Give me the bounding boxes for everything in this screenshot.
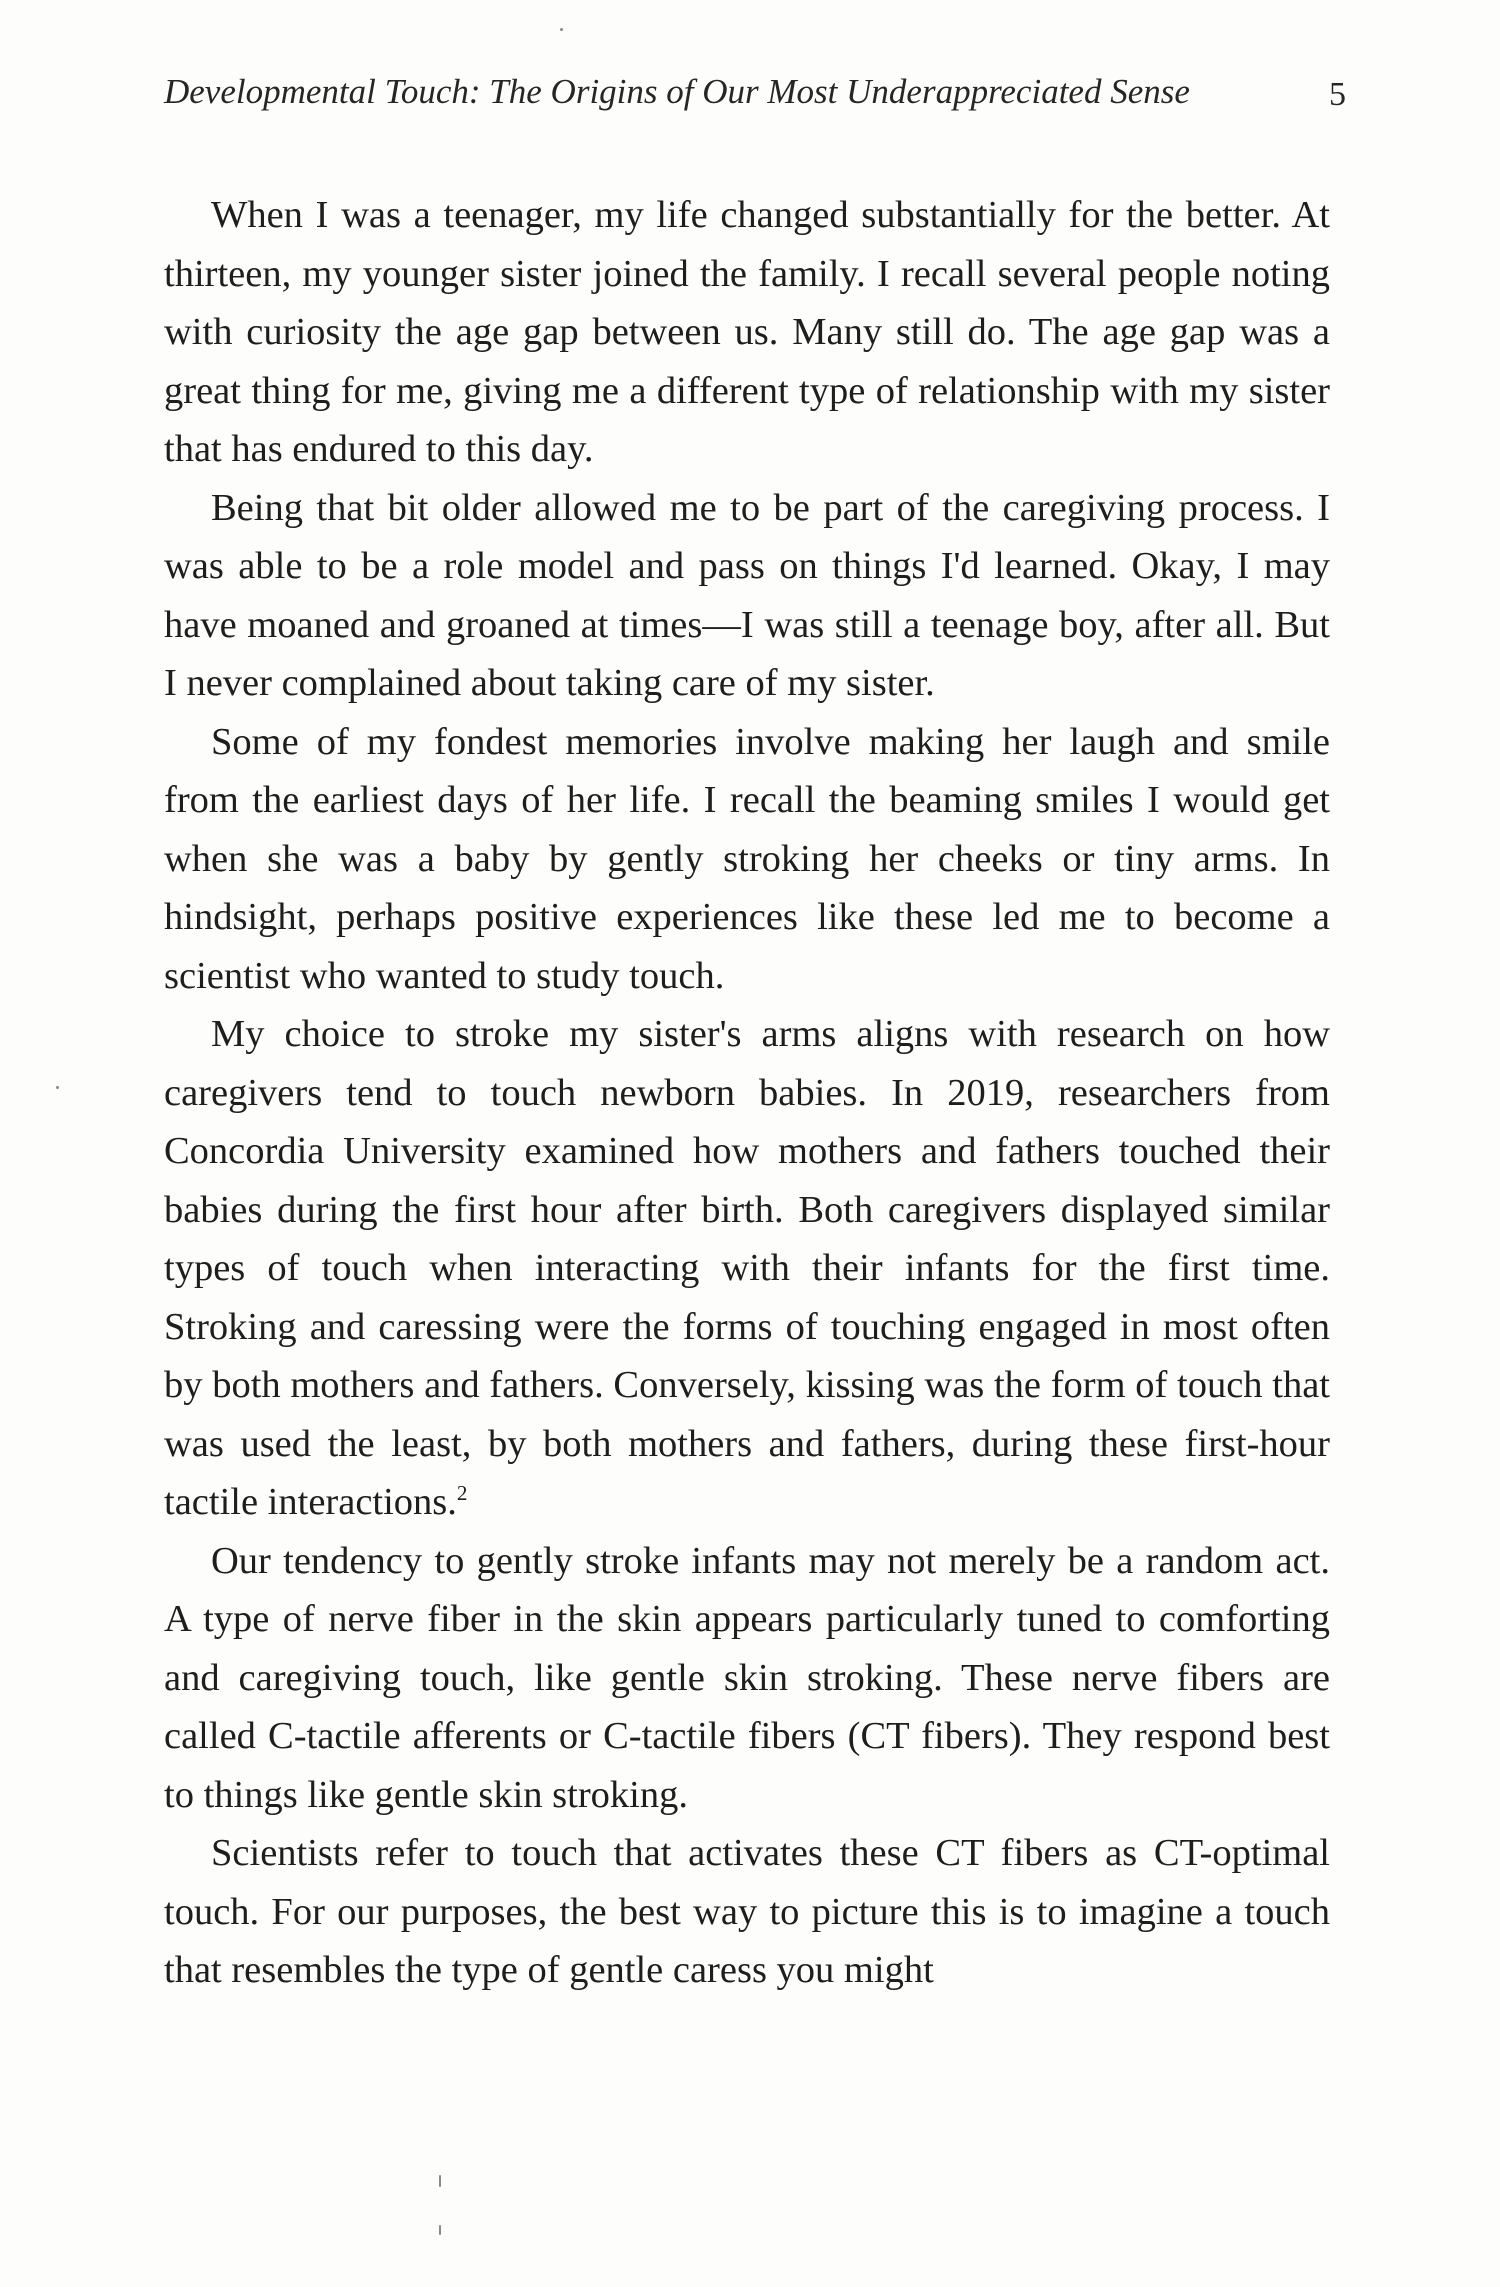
scan-speck xyxy=(439,2175,441,2187)
paragraph: Some of my fondest memories involve making her laugh and smile from the earliest days of her life. I recall the beaming smiles I would get when she was a baby by gently stroking her cheeks or tiny arms. In hindsight, perhaps positive experiences like these led me to become a scientist who wanted to study touch. xyxy=(164,720,1330,997)
scan-speck xyxy=(56,1086,59,1089)
paragraph: Scientists refer to touch that activates these CT fibers as CT-optimal touch. For our purposes, the best way to picture this is to imagine a touch that resembles the type of gentle caress you might xyxy=(164,1832,1330,1991)
paragraph: When I was a teenager, my life changed substantially for the better. At thirteen, my younger sister joined the family. I recall several people noting with curiosity the age gap between us. Many still do. The age gap was a great thing for me, giving me a different type of relationship with my sister that has endured to this day. xyxy=(164,194,1330,470)
paragraph: Being that bit older allowed me to be part of the caregiving process. I was able to be a role model and pass on things I'd learned. Okay, I may have moaned and groaned at times—I was still a teenage boy, after all. But I never complained about taking care of my sister. xyxy=(164,486,1330,704)
scan-speck xyxy=(560,28,563,31)
paragraph-text: My choice to stroke my sister's arms aligns with research on how caregivers tend to touch newborn babies. In 2019, researchers from Concordia University examined how mothers and fathers touched their babies during the first hour after birth. Both caregivers displayed similar types of touch when interacting with their infants for the first time. Stroking and caressing were the forms of touching engaged in most often by both mothers and fathers. Conversely, kissing was the form of touch that was used the least, by both mothers and fathers, during these first-hour tactile interactions. xyxy=(164,1013,1330,1523)
running-title: Developmental Touch: The Origins of Our Most Underappreciated Sense xyxy=(164,72,1190,111)
paragraph-with-footnote xyxy=(164,1005,1330,1532)
page-number: 5 xyxy=(1329,76,1346,113)
footnote-reference[interactable]: 2 xyxy=(456,1481,468,1506)
scan-speck xyxy=(439,2225,441,2235)
running-head xyxy=(164,72,1346,122)
body-text xyxy=(164,186,1330,2000)
paragraph: Our tendency to gently stroke infants may not merely be a random act. A type of nerve fiber in the skin appears particularly tuned to comforting and caregiving touch, like gentle skin stroking. These nerve fibers are called C-tactile afferents or C-tactile fibers (CT fibers). They respond best to things like gentle skin stroking. xyxy=(164,1539,1330,1816)
